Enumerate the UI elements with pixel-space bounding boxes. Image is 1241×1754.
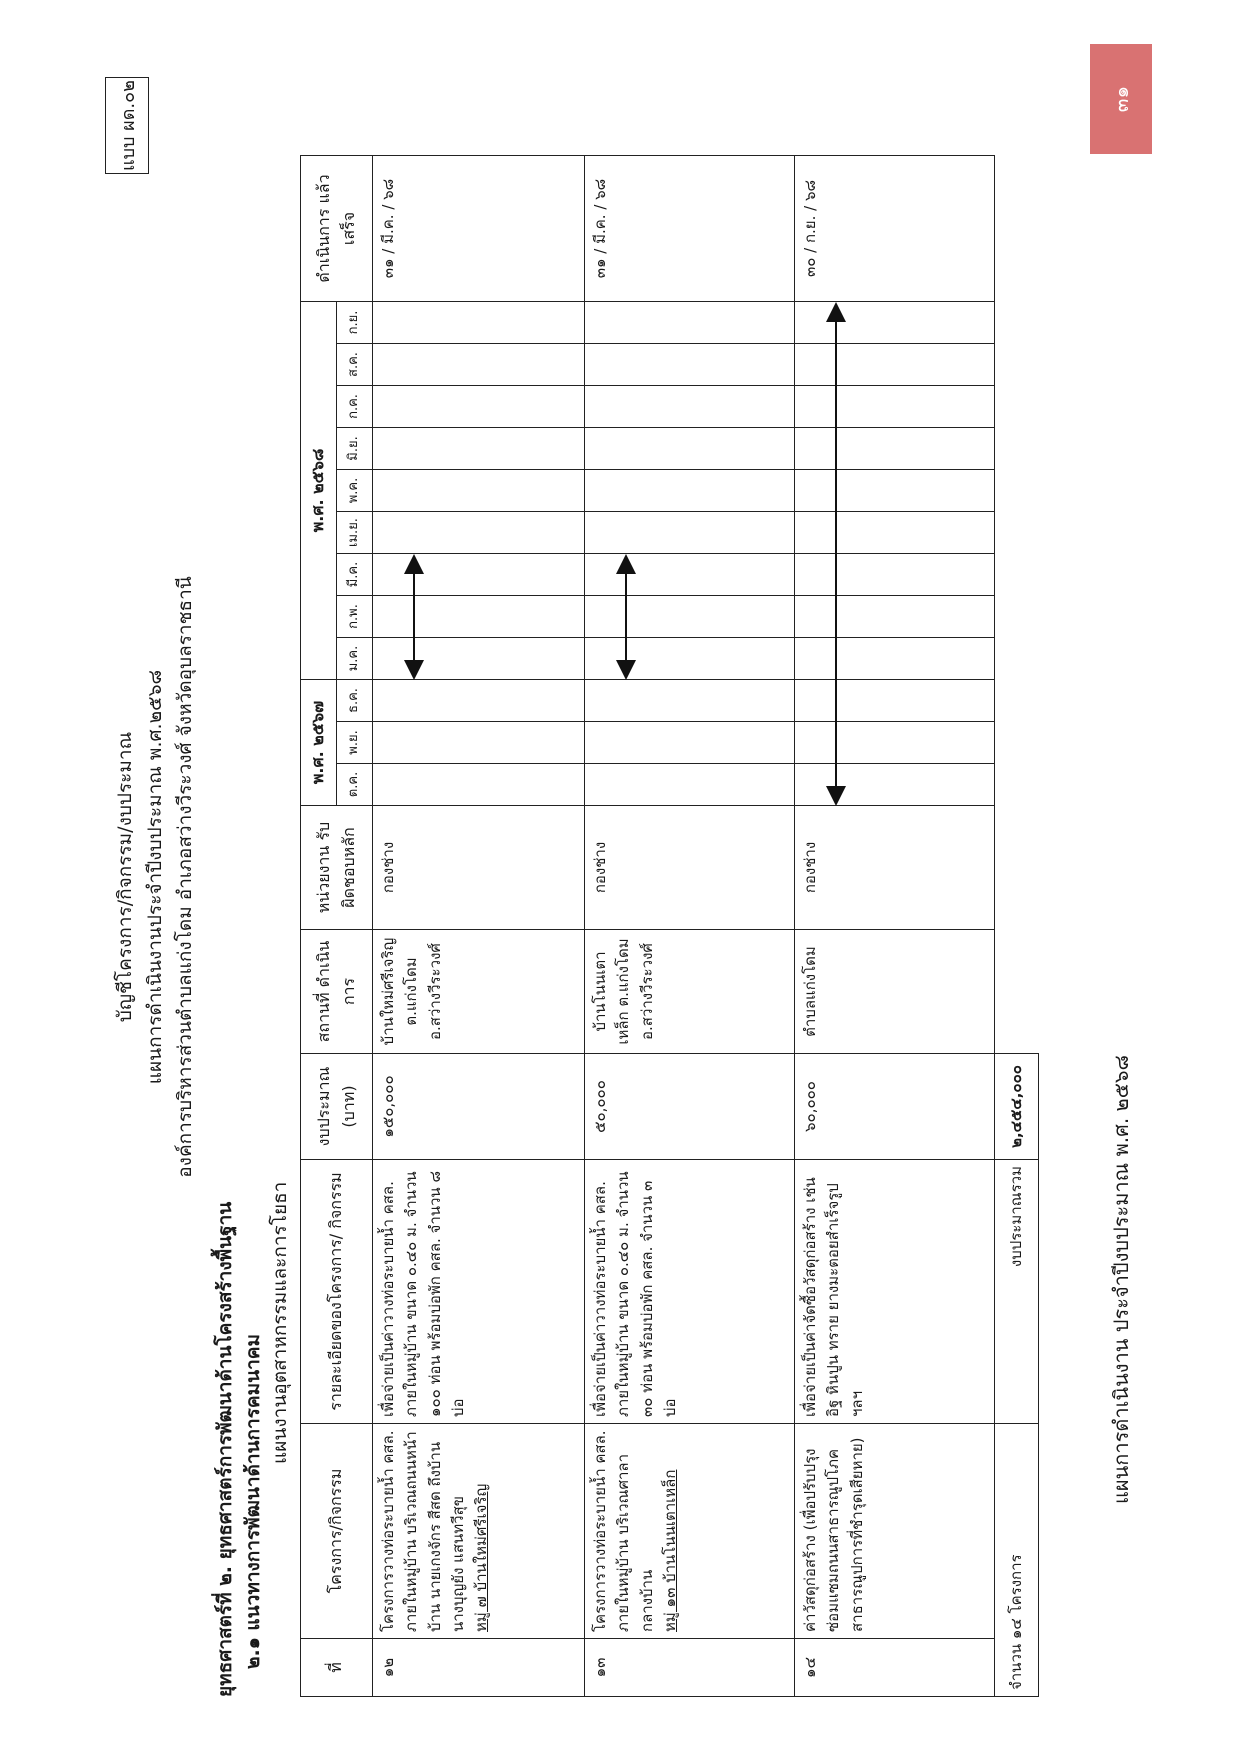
project-village: หมู่ ๗ บ้านใหม่ศรีเจริญ [472, 1483, 490, 1632]
month-header: เม.ย. [337, 512, 373, 554]
project-text: โครงการวางท่อระบายน้ำ คสล. ภายในหมู่บ้าน บริเวณศาลากลางบ้าน [591, 1430, 656, 1632]
project-text: โครงการวางท่อระบายน้ำ คสล. ภายในหมู่บ้าน บริเวณถนนหน้าบ้าน นายเกงจักร สีสด ถึงบ้าน นางบุญยัง แสนทวีสุข [379, 1430, 467, 1632]
form-code: แบบ ผด.๐๒ [105, 77, 149, 174]
row-place: ตำบลแก่งโดม [795, 930, 995, 1054]
row-place: บ้านใหม่ศรีเจริญ ต.แก่งโดม อ.สว่างวีระวงศ์ [373, 930, 585, 1054]
month-header: พ.ย. [337, 722, 373, 764]
row-done: ๓๑ / มี.ค. / ๖๘ [373, 156, 585, 302]
project-village: หมู่ ๑๓ บ้านโนนเตาเหล็ก [660, 1469, 679, 1632]
header-project: โครงการ/กิจกรรม [301, 1424, 373, 1639]
row-agency: กองช่าง [585, 806, 795, 930]
footer-total-label: งบประมาณรวม [995, 1160, 1039, 1424]
month-header: พ.ค. [337, 470, 373, 512]
footer-count: จำนวน ๑๔ โครงการ [995, 1424, 1039, 1697]
row-detail: เพื่อจ่ายเป็นค่าวางท่อระบายน้ำ คสล. ภายในหมู่บ้าน ขนาด ๐.๔๐ ม. จำนวน ๓๐ ท่อน พร้อมบ่อพัก คสล. จำนวน ๓ บ่อ [585, 1160, 795, 1424]
row-detail: เพื่อจ่ายเป็นค่าวางท่อระบายน้ำ คสล. ภายในหมู่บ้าน ขนาด ๐.๔๐ ม. จำนวน ๑๐๐ ท่อน พร้อมบ่อพัก คสล. จำนวน ๘ บ่อ [373, 1160, 585, 1424]
project-text: ค่าวัสดุก่อสร้าง (เพื่อปรับปรุงซ่อมแซมถนนสาธารณูปโภค สาธารณูปการที่ชำรุดเสียหาย) [801, 1437, 866, 1632]
header-agency: หน่วยงาน รับผิดชอบหลัก [301, 806, 373, 930]
header-done: ดำเนินการ แล้วเสร็จ [301, 156, 373, 302]
month-header: ก.พ. [337, 596, 373, 638]
page-footer: แผนการดำเนินงาน ประจำปีงบประมาณ พ.ศ. ๒๕๖๘ [1109, 1055, 1133, 1504]
header-detail: รายละเอียดของโครงการ/ กิจกรรม [301, 1160, 373, 1424]
header-budget: งบประมาณ (บาท) [301, 1054, 373, 1160]
month-header: ก.ย. [337, 302, 373, 344]
row-budget: ๕๐,๐๐๐ [585, 1054, 795, 1160]
guideline-title: ๒.๑ แนวทางการพัฒนาด้านการคมนาคม [242, 1333, 264, 1669]
header-line-1: บัญชีโครงการ/กิจกรรม/งบประมาณ [114, 731, 136, 1023]
footer-total: ๒,๔๕๔,๐๐๐ [995, 1054, 1039, 1160]
row-budget: ๖๐,๐๐๐ [795, 1054, 995, 1160]
plan-title: แผนงานอุตสาหกรรมและการโยธา [269, 1181, 291, 1464]
month-header: ม.ค. [337, 638, 373, 680]
header-no: ที่ [301, 1639, 373, 1697]
month-header: ต.ค. [337, 764, 373, 806]
row-budget: ๑๕๐,๐๐๐ [373, 1054, 585, 1160]
row-no: ๑๔ [795, 1639, 995, 1697]
strategy-title: ยุทธศาสตร์ที่ ๒. ยุทธศาสตร์การพัฒนาด้านโครงสร้างพื้นฐาน [214, 1201, 236, 1697]
row-no: ๑๓ [585, 1639, 795, 1697]
row-agency: กองช่าง [373, 806, 585, 930]
header-line-3: องค์การบริหารส่วนตำบลแก่งโดม อำเภอสว่างวีระวงศ์ จังหวัดอุบลราชธานี [174, 576, 196, 1178]
month-header: มิ.ย. [337, 428, 373, 470]
header-year-2568: พ.ศ. ๒๕๖๘ [301, 302, 337, 680]
page-number-badge: ๓๑ [1090, 44, 1152, 154]
row-place: บ้านโนนเตาเหล็ก ต.แก่งโดม อ.สว่างวีระวงศ์ [585, 930, 795, 1054]
header-line-2: แผนการดำเนินงานประจำปีงบประมาณ พ.ศ.๒๕๖๘ [144, 669, 166, 1085]
month-header: มี.ค. [337, 554, 373, 596]
row-no: ๑๒ [373, 1639, 585, 1697]
month-header: ส.ค. [337, 344, 373, 386]
row-detail: เพื่อจ่ายเป็นค่าจัดซื้อวัสดุก่อสร้าง เช่น อิฐ หินปูน ทราย ยางมะตอยสำเร็จรูป ฯลฯ [795, 1160, 995, 1424]
row-done: ๓๐ / ก.ย. / ๖๘ [795, 156, 995, 302]
header-place: สถานที่ ดำเนินการ [301, 930, 373, 1054]
row-agency: กองช่าง [795, 806, 995, 930]
header-year-2567: พ.ศ. ๒๕๖๗ [301, 680, 337, 806]
row-done: ๓๑ / มี.ค. / ๖๘ [585, 156, 795, 302]
month-header: ธ.ค. [337, 680, 373, 722]
month-header: ก.ค. [337, 386, 373, 428]
